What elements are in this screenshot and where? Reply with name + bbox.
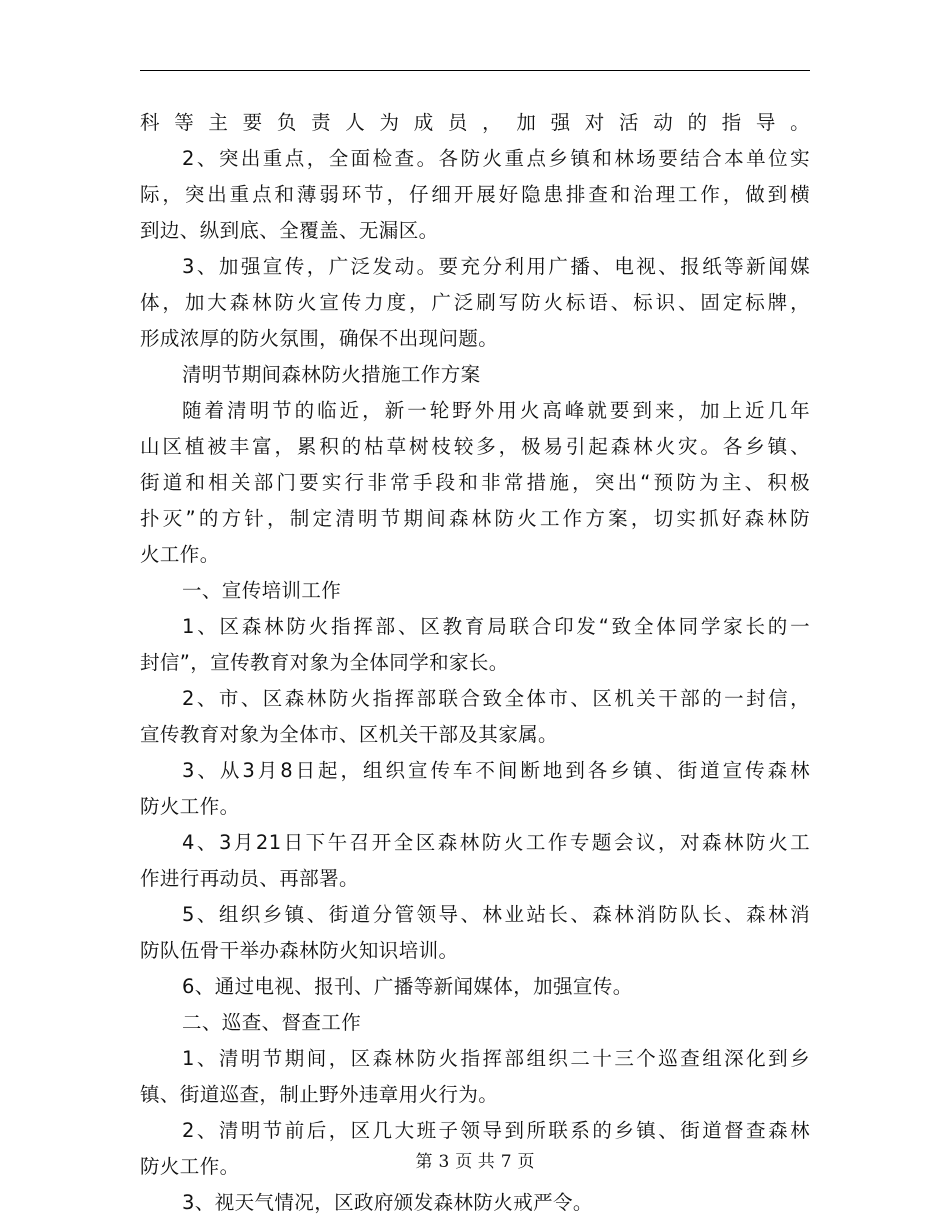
text-line: 2、清明节前后，区几大班子领导到所联系的乡镇、街道督查森林 — [182, 1119, 810, 1142]
text-line: 形成浓厚的防火氛围，确保不出现问题。 — [140, 327, 499, 350]
text-line: 到边、纵到底、全覆盖、无漏区。 — [140, 219, 439, 242]
text-line: 6、通过电视、报刊、广播等新闻媒体，加强宣传。 — [182, 975, 633, 998]
total-pages: 7 — [500, 1152, 512, 1172]
text-line: 4、3月21日下午召开全区森林防火工作专题会议，对森林防火工 — [182, 831, 810, 854]
text-line: 封信”，宣传教育对象为全体同学和家长。 — [140, 651, 509, 674]
footer-prefix: 第 — [415, 1152, 433, 1172]
text-line: 防队伍骨干举办森林防火知识培训。 — [140, 939, 459, 962]
text-line: 随着清明节的临近，新一轮野外用火高峰就要到来，加上近几年 — [182, 399, 810, 422]
text-line: 2、突出重点，全面检查。各防火重点乡镇和林场要结合本单位实 — [182, 147, 810, 170]
section-heading: 一、宣传培训工作 — [182, 579, 342, 602]
header-rule — [140, 70, 810, 71]
text-line: 3、视天气情况，区政府颁发森林防火戒严令。 — [182, 1191, 593, 1214]
text-line: 防火工作。 — [140, 1155, 240, 1178]
text-line: 火工作。 — [140, 543, 220, 566]
section-title: 清明节期间森林防火措施工作方案 — [182, 363, 481, 386]
text-line: 5、组织乡镇、街道分管领导、林业站长、森林消防队长、森林消 — [182, 903, 810, 926]
text-line: 1、清明节期间，区森林防火指挥部组织二十三个巡查组深化到乡 — [182, 1047, 810, 1070]
footer-suffix: 页 — [517, 1152, 535, 1172]
page-footer — [0, 1150, 950, 1174]
text-line: 科等主要负责人为成员，加强对活动的指导。 — [140, 111, 810, 134]
text-line: 扑灭”的方针，制定清明节期间森林防火工作方案，切实抓好森林防 — [140, 507, 810, 530]
text-line: 3、加强宣传，广泛发动。要充分利用广播、电视、报纸等新闻媒 — [182, 255, 810, 278]
text-line: 体，加大森林防火宣传力度，广泛刷写防火标语、标识、固定标牌， — [140, 291, 810, 314]
text-line: 宣传教育对象为全体市、区机关干部及其家属。 — [140, 723, 558, 746]
section-heading: 二、巡查、督查工作 — [182, 1011, 362, 1034]
text-line: 际，突出重点和薄弱环节，仔细开展好隐患排查和治理工作，做到横 — [140, 183, 810, 206]
text-line: 1、区森林防火指挥部、区教育局联合印发“致全体同学家长的一 — [182, 615, 810, 638]
text-line: 3、从3月8日起，组织宣传车不间断地到各乡镇、街道宣传森林 — [182, 759, 810, 782]
page-number: 3 — [438, 1152, 450, 1172]
text-line: 镇、街道巡查，制止野外违章用火行为。 — [140, 1083, 499, 1106]
text-line: 防火工作。 — [140, 795, 240, 818]
document-body — [140, 105, 810, 1221]
text-line: 2、市、区森林防火指挥部联合致全体市、区机关干部的一封信， — [182, 687, 810, 710]
text-line: 街道和相关部门要实行非常手段和非常措施，突出“预防为主、积极 — [140, 471, 810, 494]
footer-middle: 页 共 — [455, 1152, 495, 1172]
text-line: 作进行再动员、再部署。 — [140, 867, 359, 890]
text-line: 山区植被丰富，累积的枯草树枝较多，极易引起森林火灾。各乡镇、 — [140, 435, 810, 458]
